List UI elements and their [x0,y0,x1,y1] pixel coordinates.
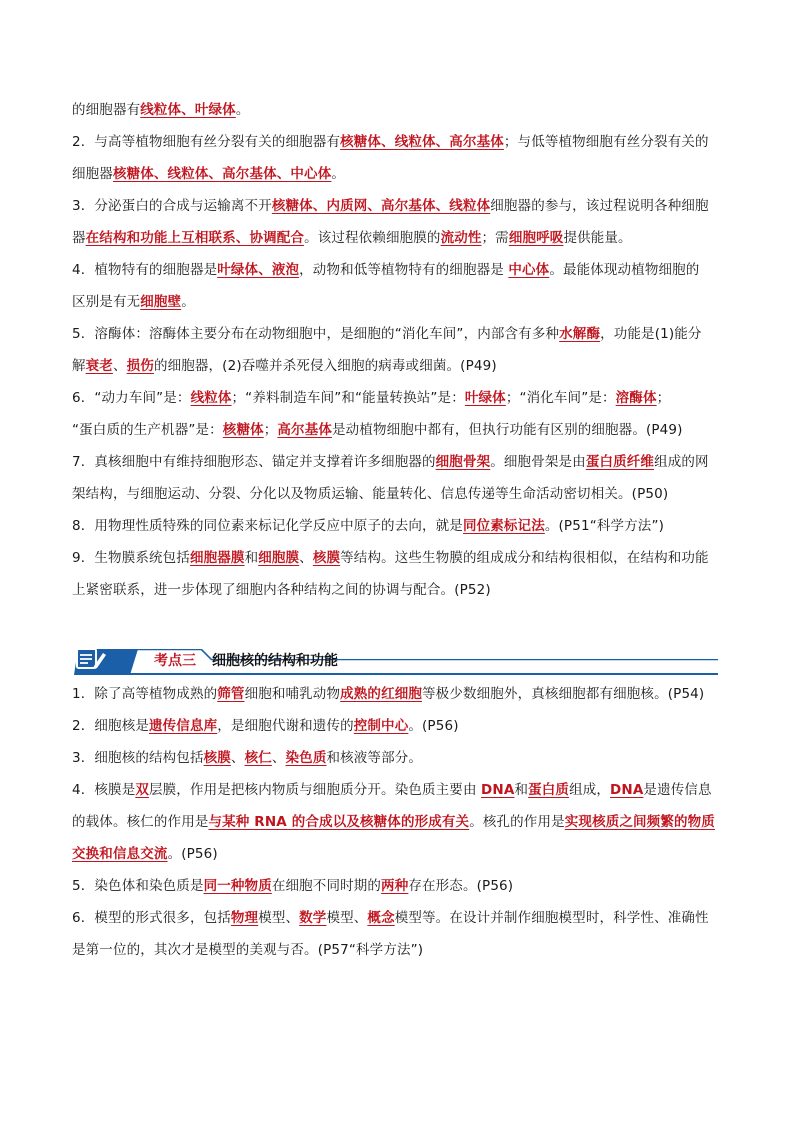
key-term: DNA [481,782,515,798]
text-run: 等极少数细胞外，真核细胞都有细胞核。(P54) [422,686,705,702]
key-term: 线粒体 [190,390,232,406]
text-line [72,356,722,376]
text-run: 存在形态。(P56) [408,878,514,894]
text-run: 。 [235,102,250,118]
text-run: 3．分泌蛋白的合成与运输离不开 [72,198,272,214]
text-run: 3．细胞核的结构包括 [72,750,204,766]
key-term: 细胞骨架 [435,454,491,470]
text-line [72,324,722,344]
text-run: 模型、 [326,910,368,926]
key-term: 两种 [381,878,409,894]
text-run: 组成， [569,782,611,798]
text-line [72,452,722,472]
text-line [72,420,722,440]
text-run: 模型、 [258,910,300,926]
key-term: 衰老 [85,358,113,374]
key-term: 细胞呼吸 [508,230,564,246]
text-run: 器 [72,230,86,246]
text-line [72,388,722,408]
key-term: 核糖体、线粒体、高尔基体 [340,134,504,150]
text-line [72,292,722,312]
text-run: 和 [514,782,529,798]
text-run: ；“养料制造车间”和“能量转换站”是： [231,390,465,406]
key-term: 流动性 [440,230,482,246]
text-run: 是动植物细胞中都有，但执行功能有区别的细胞器。(P49) [332,422,683,438]
key-term: 核膜 [203,750,231,766]
text-run: 4．核膜是 [72,782,136,798]
key-term: 实现核质之间频繁的物质 [564,814,715,830]
text-run: 。(P56) [408,718,459,734]
text-run: ； [656,390,671,406]
text-run: 在细胞不同时期的 [271,878,382,894]
text-run: ；需 [481,230,509,246]
text-run: 层膜，作用是把核内物质与细胞质分开。染色质主要由 [149,782,482,798]
text-line [72,516,722,536]
key-term: 在结构和功能上互相联系、协调配合 [85,230,305,246]
text-run: ；“消化车间”是： [505,390,616,406]
key-term: 高尔基体 [277,422,333,438]
text-run: 。最能体现动植物细胞的 [549,262,700,278]
text-run: 5．染色体和染色质是 [72,878,204,894]
section-title: 细胞核的结构和功能 [212,653,338,669]
text-run: 、 [299,550,313,566]
text-run: 5．溶酶体：溶酶体主要分布在动物细胞中，是细胞的“消化车间”，内部含有多种 [72,326,560,342]
text-line [72,812,722,832]
key-term: 核糖体、线粒体、高尔基体、中心体 [112,166,332,182]
text-run: 是遗传信息 [643,782,712,798]
text-run: “蛋白质的生产机器”是： [72,422,223,438]
text-run: 等结构。这些生物膜的组成成分和结构很相似，在结构和功能 [340,550,709,566]
key-term: 与某种 RNA 的合成以及核糖体的形成有关 [208,814,470,830]
key-term: 染色质 [285,750,327,766]
text-run: 架结构，与细胞运动、分裂、分化以及物质运输、能量转化、信息传递等生命活动密切相关。(P50) [72,486,669,502]
text-line [72,228,722,248]
key-term: 线粒体、叶绿体 [140,102,236,118]
text-run: 1．除了高等植物成熟的 [72,686,218,702]
key-term: 成熟的红细胞 [340,686,423,702]
text-run: 。细胞骨架是由 [490,454,586,470]
text-line [72,260,722,280]
section-label: 考点三 [154,653,196,669]
text-line [72,484,722,504]
text-run: 。 [181,294,195,310]
key-term: 叶绿体 [464,390,506,406]
text-line [72,940,722,960]
text-run: 。 [331,166,346,182]
text-run: 8．用物理性质特殊的同位素来标记化学反应中原子的去向，就是 [72,518,463,534]
text-run: 6．模型的形式很多，包括 [72,910,231,926]
text-run: 的细胞器，(2)吞噬并杀死侵入细胞的病毒或细菌。(P49) [153,358,497,374]
key-term: 交换和信息交流 [72,846,168,862]
text-line [72,164,722,184]
key-term: 核仁 [244,750,272,766]
key-term: 损伤 [126,358,154,374]
text-run: 组成的网 [654,454,709,470]
text-run: 2．细胞核是 [72,718,149,734]
text-run: 6．“动力车间”是： [72,390,191,406]
text-line [72,716,722,736]
text-run: 是第一位的，其次才是模型的美观与否。(P57“科学方法”) [72,942,424,958]
key-term: 物理 [230,910,259,926]
key-term: DNA [610,782,644,798]
text-run: ；与低等植物细胞有丝分裂有关的 [503,134,709,150]
text-line [72,748,722,768]
text-run: 7．真核细胞中有维持细胞形态、锚定并支撑着许多细胞器的 [72,454,436,470]
text-run: ； [263,422,278,438]
key-term: 概念 [367,910,395,926]
text-run: 、 [271,750,286,766]
notepad-pencil-icon [72,646,110,672]
key-term: 核糖体 [222,422,264,438]
text-run: 、 [230,750,245,766]
text-run: 4．植物特有的细胞器是 [72,262,218,278]
key-term: 中心体 [508,262,550,278]
text-run: 上紧密联系，进一步体现了细胞内各种结构之间的协调与配合。(P52) [72,582,491,598]
key-term: 遗传信息库 [149,718,218,734]
text-run: 。该过程依赖细胞膜的 [304,230,441,246]
key-term: 细胞壁 [140,294,182,310]
text-run: 区别是有无 [72,294,141,310]
text-line [72,780,722,800]
key-term: 双 [135,782,149,798]
key-term: 水解酶 [559,326,601,342]
text-run: 和 [244,550,259,566]
text-run: 9．生物膜系统包括 [72,550,190,566]
text-run: 。(P51“科学方法”) [544,518,664,534]
key-term: 同一种物质 [203,878,272,894]
text-run: 和核液等部分。 [326,750,423,766]
key-term: 同位素标记法 [462,518,545,534]
key-term: 蛋白质纤维 [585,454,655,470]
key-term: 核糖体、内质网、高尔基体、线粒体 [271,198,491,214]
key-term: 溶酶体 [615,390,657,406]
text-run: 解 [72,358,86,374]
text-line [72,100,722,120]
text-run: 细胞器 [72,166,113,182]
text-run: 的细胞器有 [72,102,141,118]
text-run: 2．与高等植物细胞有丝分裂有关的细胞器有 [72,134,341,150]
text-line [72,844,722,864]
text-run: 。核孔的作用是 [469,814,565,830]
text-line [72,548,722,568]
key-term: 叶绿体、液泡 [217,262,300,278]
text-line [72,908,722,928]
key-term: 控制中心 [353,718,409,734]
text-run: ，功能是(1)能分 [600,326,702,342]
text-run: 的载体。核仁的作用是 [72,814,209,830]
text-run: 。(P56) [167,846,218,862]
text-run: 细胞器的参与，该过程说明各种细胞 [490,198,709,214]
text-run: 细胞和哺乳动物 [244,686,341,702]
key-term: 细胞器膜 [189,550,245,566]
text-run: ，动物和低等植物特有的细胞器是 [299,262,509,278]
key-term: 细胞膜 [258,550,300,566]
text-line [72,684,722,704]
key-term: 核膜 [312,550,341,566]
text-run: 、 [112,358,127,374]
text-run: 提供能量。 [563,230,632,246]
text-line [72,132,722,152]
key-term: 筛管 [217,686,245,702]
text-line [72,580,722,600]
key-term: 蛋白质 [528,782,570,798]
text-run: 模型等。在设计并制作细胞模型时，科学性、准确性 [394,910,709,926]
key-term: 数学 [299,910,327,926]
text-line [72,876,722,896]
text-run: ，是细胞代谢和遗传的 [217,718,354,734]
section-header [72,646,724,678]
text-line [72,196,722,216]
